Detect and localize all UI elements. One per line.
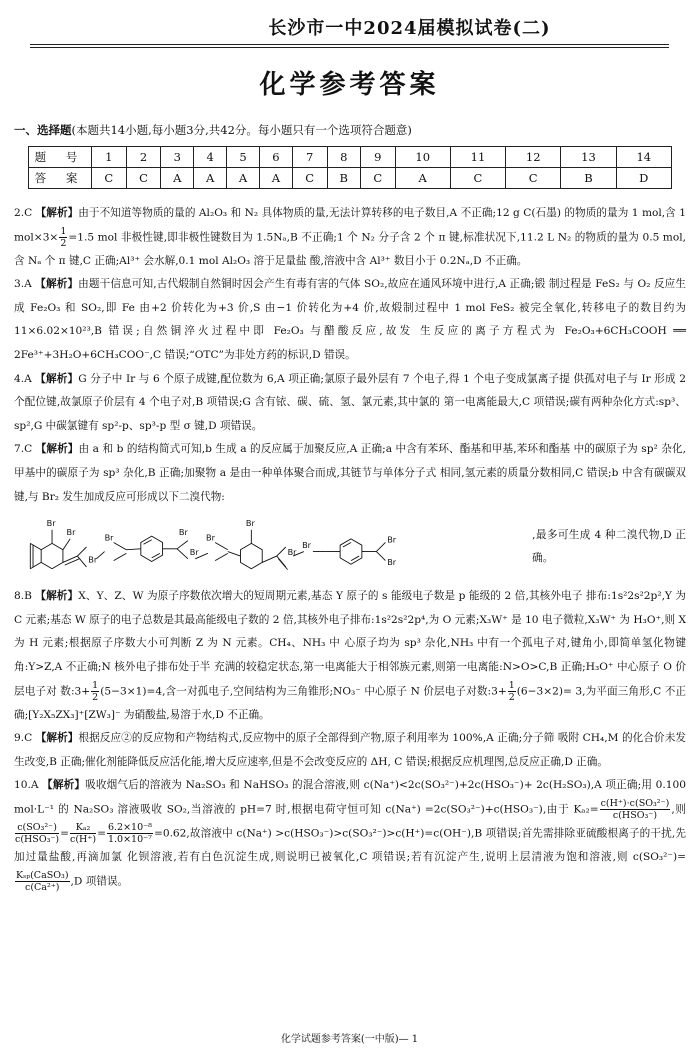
fraction-numerator: 1 bbox=[508, 679, 515, 691]
text-line: =0.62,故溶液中 c(Na⁺) bbox=[153, 827, 272, 840]
text-line: 的物质的量为 1 mol,含 1 mol×3× bbox=[14, 207, 687, 244]
text-line: 中的碳原子为 sp² 杂化,甲基中的碳原子为 sp³ 杂化,B 正确;加聚物 a 是由一种单体聚合而成,其链节与单体分子式 bbox=[14, 443, 687, 480]
explanation-q7 bbox=[14, 438, 686, 509]
answer-cell: C bbox=[506, 168, 561, 189]
row-label-answer: 答 案 bbox=[29, 168, 92, 189]
header-rule-thin bbox=[30, 47, 669, 48]
question-number: 12 bbox=[506, 147, 561, 168]
text-line: 充满的较稳定状态,第一电离能大于相邻族元素,则第一电离能:N>O>C,B 正确;H₃O⁺ 中心原子 O 价层电子对 bbox=[14, 661, 686, 698]
question-number: 4 bbox=[194, 147, 227, 168]
text-line: (6−3×2)= bbox=[516, 685, 572, 698]
text-line: 生反应的离子方程式为 Fe₂O₃+6CH₃COOH ══ 2Fe³⁺+3H₂O+6CH₃COO⁻,C 错误;“OTC”为非处方药的标识,D bbox=[14, 325, 687, 362]
text-line: >c(HSO₃⁻)>c(SO₃²⁻)>c(H⁺)=c(OH⁻),B 项错误;首先需排除亚硫酸根离子的干扰,先加过量盐酸,再滴加氯 bbox=[14, 827, 686, 864]
explanation-q2 bbox=[14, 202, 686, 273]
text-line: C 错误;根据反应机理图,总反应正确,D 正确。 bbox=[394, 755, 608, 768]
text-line: π 键,标准状况下,11.2 L N₂ 的物质的量为 0.5 mol,含 Nₐ 个 π 键,C 正确;Al³⁺ 会水解,0.1 mol Al₂O₃ 溶于足量盐 bbox=[14, 231, 686, 267]
explanation-q8 bbox=[14, 585, 686, 727]
answer-cell: A bbox=[194, 168, 227, 189]
text-line: 由于不知道等物质的量的 Al₂O₃ 和 N₂ 具体物质的量,无法计算转移的电子数目,A 不正确;12 g C(石墨) bbox=[78, 207, 561, 219]
text-line: 化钡溶液,若有白色沉淀生成,则说明已被氧化,C 项错误;若有沉淀产生,说明上层清液为饱和溶液,则 c(SO₃²⁻)= bbox=[127, 851, 686, 864]
text-line: =1.5 mol 非极性键,即非极性键数目为 1.5Nₐ,B 不正确;1 个 N₂ 分子含 2 个 bbox=[68, 231, 435, 244]
fraction-numerator: 1 bbox=[60, 225, 67, 237]
text-line: 相同,氢元素的质量分数相同,C 错误;b 中含有碳碳双键,与 Br₂ 发生加成反应可形成以下二溴代物: bbox=[14, 467, 686, 503]
text-line: X、Y、Z、W 为原子序数依次增大的短周期元素,基态 Y 原子的 s 能级电子数是 p 能级的 2 倍,其核外电子 bbox=[78, 590, 583, 603]
text-line: 排布:1s²2s²2p²,Y 为 C 元素;基态 W 原子的电子总数是其最高能级电子数的 2 倍,其核外电子排布:1s²2s²2p⁴,为 O bbox=[14, 590, 687, 626]
text-line: ,则 bbox=[671, 803, 686, 816]
text-line: 心原子均为 sp³ 杂化,NH₃ 中有一个孤电子对,键角小,即简单氢化物键角:Y>Z,A 不正确;N 核外电子排布处于半 bbox=[14, 637, 686, 673]
question-number: 13 bbox=[561, 147, 616, 168]
ring-3 bbox=[240, 544, 262, 569]
explanation-q9 bbox=[14, 727, 686, 774]
text-line: =2c(SO₃²⁻)+c(HSO₃⁻),由于 Kₐ₂= bbox=[424, 803, 599, 816]
text-line: 3,为平面三角形,C 不正确;[Y₂X₅ZX₃]⁺[ZW₃]⁻ 为硝酸盐,易溶于水,D 不正确。 bbox=[14, 685, 687, 721]
fraction-numerator: 1 bbox=[92, 679, 99, 691]
fraction-numerator: 6.2×10⁻⁸ bbox=[107, 822, 152, 834]
question-head: 7.C bbox=[14, 443, 33, 456]
answer-cell: A bbox=[161, 168, 194, 189]
answer-cell: C bbox=[126, 168, 161, 189]
fraction bbox=[91, 680, 99, 703]
explanations bbox=[14, 202, 686, 894]
header-rule bbox=[30, 44, 669, 45]
fraction-numerator: Kₐ₂ bbox=[70, 822, 96, 834]
answer-table bbox=[28, 146, 672, 189]
fraction bbox=[59, 226, 67, 249]
analysis-tag: 【解析】 bbox=[35, 590, 79, 603]
explanation-q4 bbox=[14, 368, 686, 439]
question-number: 14 bbox=[616, 147, 671, 168]
br-label: Br bbox=[189, 547, 199, 558]
answer-cell: A bbox=[259, 168, 292, 189]
question-head: 10.A bbox=[14, 779, 39, 792]
text-line: 2c(H₂SO₃),A 项正确;用 0.100 mol·L⁻¹ 的 Na₂SO₃ 溶液吸收 SO₂,当溶液的 pH=7 时,根据电荷守恒可知 c(Na⁺) bbox=[14, 779, 687, 816]
question-head: 9.C bbox=[14, 732, 33, 745]
answer-cell: A bbox=[395, 168, 450, 189]
fraction bbox=[600, 798, 671, 821]
header-title: 长沙市一中2024届模拟试卷(二) bbox=[268, 18, 551, 39]
question-head: 2.C bbox=[14, 207, 33, 219]
text-line: 元素;X₃W⁺ 是 10 电子微粒,X₃W⁺ 为 H₃O⁺,则 X 为 H 元素;根据原子序数大小可判断 Z 为 N 元素。CH₄、NH₃ 中 bbox=[14, 613, 686, 650]
answer-table-answer-row bbox=[29, 168, 672, 189]
question-head: 4.A bbox=[14, 372, 32, 385]
analysis-tag: 【解析】 bbox=[35, 278, 79, 291]
fraction bbox=[70, 822, 96, 845]
dibromide-structures-figure bbox=[14, 512, 532, 582]
answer-table-number-row bbox=[29, 147, 672, 168]
text-line: 吸收烟气后的溶液为 Na₂SO₃ 和 NaHSO₃ 的混合溶液,则 c(Na⁺)<2c(SO₃²⁻)+2c(HSO₃⁻)+ bbox=[85, 779, 533, 792]
question-number: 8 bbox=[327, 147, 360, 168]
question-number: 10 bbox=[395, 147, 450, 168]
fraction-denominator: 2 bbox=[60, 237, 67, 249]
answer-cell: C bbox=[92, 168, 127, 189]
fraction-numerator: Kₛₚ(CaSO₃) bbox=[16, 869, 69, 881]
fraction bbox=[107, 822, 153, 845]
fraction-denominator: c(Ca²⁺) bbox=[25, 881, 60, 893]
question-number: 9 bbox=[360, 147, 395, 168]
fraction bbox=[508, 680, 516, 703]
fraction-denominator: c(H⁺) bbox=[70, 834, 97, 846]
br-label: Br bbox=[287, 547, 297, 558]
question-number: 7 bbox=[292, 147, 327, 168]
text-line: G 分子中 Ir 与 6 个原子成键,配位数为 6,A 项正确;氯原子最外层有 7 个电子,得 1 个电子变成氯离子提 bbox=[78, 372, 571, 385]
row-label-number: 题 号 bbox=[29, 147, 92, 168]
section-heading bbox=[14, 122, 412, 138]
answer-cell: C bbox=[450, 168, 505, 189]
section-label: 一、选择题 bbox=[14, 123, 72, 137]
answer-cell: B bbox=[561, 168, 616, 189]
text-line: 数:3+ bbox=[60, 685, 91, 698]
text-line: 错误。 bbox=[323, 349, 356, 362]
text-line: 第一电离能最大,C 项错误;碳有两种杂化方式:sp³、sp²,G 中碳氯键有 sp²-p、sp³-p 型 σ 键,D 项错误。 bbox=[14, 396, 686, 432]
analysis-tag: 【解析】 bbox=[35, 443, 79, 456]
question-number: 11 bbox=[450, 147, 505, 168]
answer-cell: C bbox=[360, 168, 395, 189]
fraction-denominator: 1.0×10⁻⁷ bbox=[107, 834, 152, 846]
text-line: ,最多可生成 4 种二溴代物,D 正确。 bbox=[532, 528, 686, 565]
text-line: 1 mol FeS₂ 被完全氧化,转移电子的数目约为 11×6.02×10²³,B 错误;自然铜淬火过程中即 Fe₂O₃ 与醋酸反应,故发 bbox=[14, 301, 686, 338]
br-label: Br bbox=[302, 540, 312, 551]
question-head: 8.B bbox=[14, 590, 32, 603]
answer-cell: D bbox=[616, 168, 671, 189]
fraction bbox=[15, 870, 70, 893]
text-line: ,D 项错误。 bbox=[70, 875, 129, 888]
fraction-denominator: 2 bbox=[508, 691, 515, 703]
explanation-q10 bbox=[14, 774, 686, 893]
text-line: 制过程是 FeS₂ 与 O₂ 反应生成 Fe₂O₃ 和 SO₂,即 Fe 由+2 价转化为+3 价,S 由−1 价转化为+4 价,故煅制过程中 bbox=[14, 278, 686, 314]
ring-1 bbox=[41, 544, 63, 569]
answer-cell: A bbox=[227, 168, 260, 189]
page-title: 化学参考答案 bbox=[259, 70, 440, 100]
fraction-denominator: c(HSO₃⁻) bbox=[612, 810, 658, 822]
fraction bbox=[15, 822, 59, 845]
text-line: 由 a 和 b 的结构简式可知,b 生成 a 的反应属于加聚反应,A 正确;a 中含有苯环、酯基和甲基,苯环和酯基 bbox=[78, 443, 571, 456]
fraction-numerator: c(SO₃²⁻) bbox=[15, 822, 59, 834]
br-label: Br bbox=[46, 518, 56, 529]
question-number: 2 bbox=[126, 147, 161, 168]
br-label: Br bbox=[245, 518, 255, 529]
question-number: 3 bbox=[161, 147, 194, 168]
br-label: Br bbox=[178, 527, 188, 538]
text-line: 供孤对电子与 Ir 形成 2 个配位键,故氯原子价层有 4 个电子对,B 项错误;G 含有铱、碳、硫、氢、氯元素,其中氯的 bbox=[14, 372, 686, 409]
br-label: Br bbox=[387, 534, 397, 545]
br-label: Br bbox=[66, 527, 76, 538]
br-label: Br bbox=[387, 557, 397, 568]
analysis-tag: 【解析】 bbox=[35, 732, 79, 745]
text-line: 根据反应②的反应物和产物结构式,反应物中的原子全部得到产物,原子利用率为 100%,A 正确;分子筛 bbox=[78, 732, 555, 745]
fraction-numerator: c(H⁺)·c(SO₃²⁻) bbox=[600, 798, 670, 810]
text-line: = bbox=[60, 827, 70, 840]
br-label: Br bbox=[206, 532, 215, 543]
question-number: 1 bbox=[92, 147, 127, 168]
text-line: (5−3×1)=4,含一对孤电子,空间结构为三角锥形;NO₃⁻ 中心原子 N 价层电子对数:3+ bbox=[100, 685, 507, 698]
fraction-denominator: 2 bbox=[92, 691, 99, 703]
br-label: Br bbox=[88, 554, 98, 565]
answer-cell: B bbox=[327, 168, 360, 189]
dibromide-structures bbox=[14, 511, 686, 583]
answer-cell: C bbox=[292, 168, 327, 189]
analysis-tag: 【解析】 bbox=[42, 779, 86, 792]
text-line: = bbox=[97, 827, 106, 840]
explanation-q3 bbox=[14, 273, 686, 367]
text-line: 吸附 CH₄,M 的化合价未发生改变,B 正确;催化剂能降低反应活化能,增大反应速率,但是不会改变反应的 ΔH, bbox=[14, 732, 686, 768]
fraction-denominator: c(HSO₃⁻) bbox=[15, 834, 60, 846]
question-number: 6 bbox=[259, 147, 292, 168]
section-description: (本题共14小题,每小题3分,共42分。每小题只有一个选项符合题意) bbox=[71, 123, 412, 137]
br-label: Br bbox=[104, 532, 114, 543]
text-line: 由题干信息可知,古代煅制自然铜时因会产生有毒有害的气体 SO₂,故应在通风环境中进行,A 正确;锻 bbox=[78, 278, 546, 291]
text-line: 酸,溶液中含 Al³⁺ 数目小于 0.2Nₐ,D 不正确。 bbox=[309, 254, 528, 267]
page-footer: 化学试题参考答案(一中版)— 1 bbox=[280, 1034, 419, 1045]
question-head: 3.A bbox=[14, 278, 32, 291]
question-number: 5 bbox=[227, 147, 260, 168]
analysis-tag: 【解析】 bbox=[35, 207, 79, 219]
analysis-tag: 【解析】 bbox=[35, 372, 79, 385]
